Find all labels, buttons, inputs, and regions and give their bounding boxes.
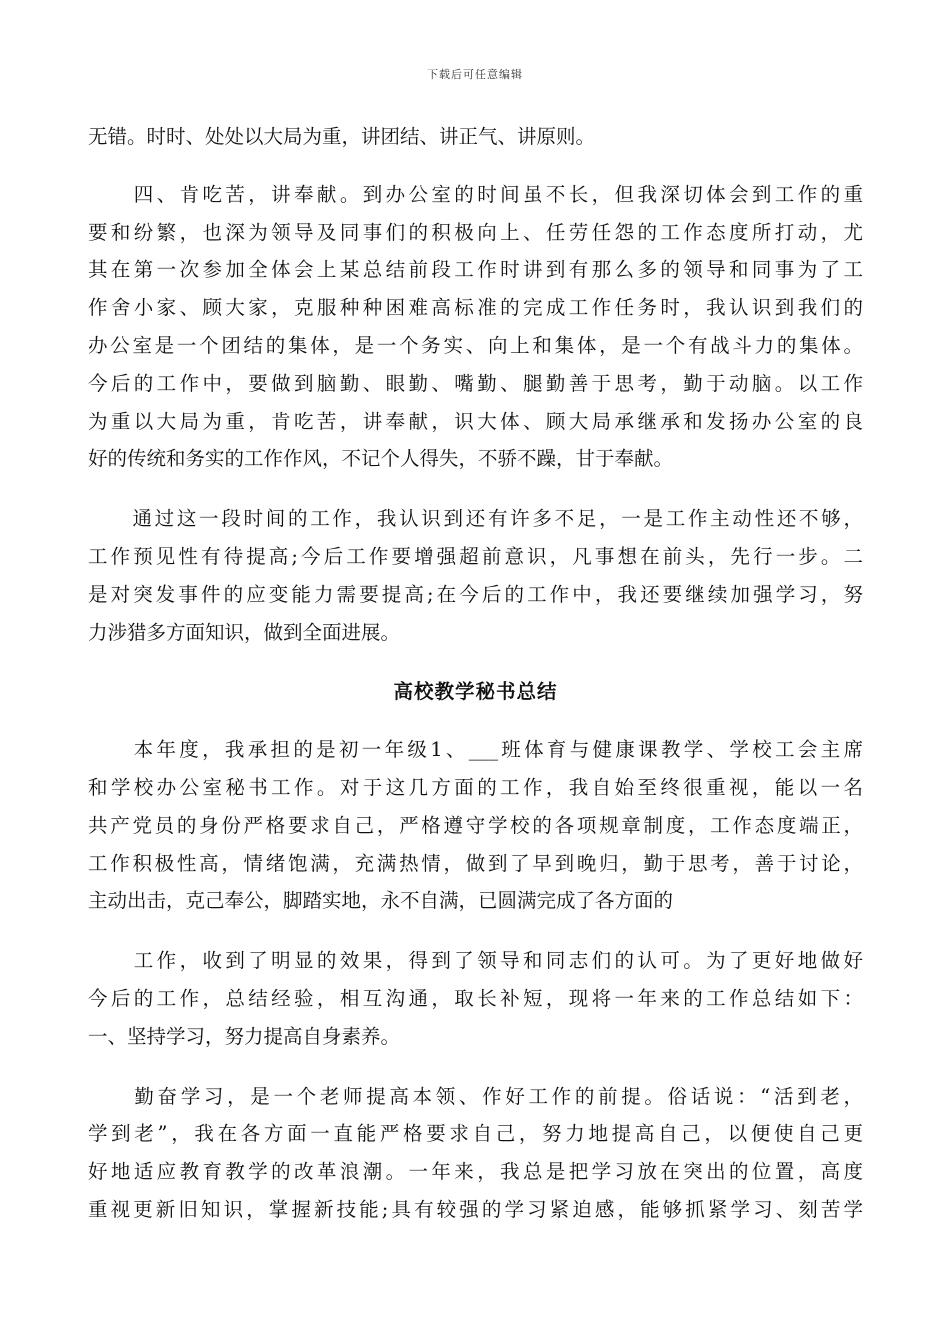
text-line: 和学校办公室秘书工作。对于这几方面的工作，我自始至终很重视，能以一名 xyxy=(88,775,863,799)
text-line: 勤奋学习，是一个老师提高本领、作好工作的前提。俗话说：“活到老， xyxy=(88,1084,863,1108)
text-line: 工作积极性高，情绪饱满，充满热情，做到了早到晚归，勤于思考，善于讨论， xyxy=(88,851,863,875)
text-line: 今后的工作，总结经验，相互沟通，取长补短，现将一年来的工作总结如下： xyxy=(88,986,863,1010)
text-line: 力涉猎多方面知识，做到全面进展。 xyxy=(88,620,401,644)
text-line: 无错。时时、处处以大局为重，讲团结、讲正气、讲原则。 xyxy=(88,125,596,148)
text-line: 本年度，我承担的是初一年级1、___班体育与健康课教学、学校工会主席 xyxy=(88,738,863,762)
text-line: 作舍小家、顾大家，克服种种困难高标准的完成工作任务时，我认识到我们的 xyxy=(88,296,863,320)
paragraph-study xyxy=(88,1078,863,1229)
text-line: 工作，收到了明显的效果，得到了领导和同志们的认可。为了更好地做好 xyxy=(88,949,863,973)
text-line: 一、坚持学习，努力提高自身素养。 xyxy=(88,1024,401,1048)
document-body xyxy=(88,118,863,1229)
text-line: 办公室是一个团结的集体，是一个务实、向上和集体，是一个有战斗力的集体。 xyxy=(88,333,863,357)
text-line: 今后的工作中，要做到脑勤、眼勤、嘴勤、腿勤善于思考，勤于动脑。以工作 xyxy=(88,371,863,395)
text-line: 其在第一次参加全体会上某总结前段工作时讲到有那么多的领导和同事为了工 xyxy=(88,258,863,282)
text-line: 通过这一段时间的工作，我认识到还有许多不足，一是工作主动性还不够， xyxy=(88,507,863,531)
section-title: 高校教学秘书总结 xyxy=(393,680,558,704)
paragraph-annual-summary xyxy=(88,731,863,920)
text-line: 要和纷繁，也深为领导及同事们的积极向上、任劳任怨的工作态度所打动，尤 xyxy=(88,220,863,244)
text-line: 好的传统和务实的工作作风，不记个人得失，不骄不躁，甘于奉献。 xyxy=(88,447,674,471)
text-line: 四、肯吃苦，讲奉献。到办公室的时间虽不长，但我深切体会到工作的重 xyxy=(88,182,863,206)
paragraph-work-results xyxy=(88,942,863,1055)
text-line: 重视更新旧知识，掌握新技能;具有较强的学习紧迫感，能够抓紧学习、刻苦学 xyxy=(88,1197,863,1221)
text-line: 为重以大局为重，肯吃苦，讲奉献，识大体、顾大局承继承和发扬办公室的良 xyxy=(88,409,863,433)
text-line: 是对突发事件的应变能力需要提高;在今后的工作中，我还要继续加强学习，努 xyxy=(88,582,863,606)
text-line: 主动出击，克己奉公，脚踏实地，永不自满，已圆满完成了各方面的 xyxy=(88,889,674,913)
text-line: 工作预见性有待提高;今后工作要增强超前意识，凡事想在前头，先行一步。二 xyxy=(88,544,863,568)
header-note: 下载后可任意编辑 xyxy=(427,68,523,81)
paragraph-dedication xyxy=(88,176,863,478)
text-line: 好地适应教育教学的改革浪潮。一年来，我总是把学习放在突出的位置，高度 xyxy=(88,1160,863,1184)
text-line: 共产党员的身份严格要求自己，严格遵守学校的各项规章制度，工作态度端正， xyxy=(88,813,863,837)
paragraph-shortcomings xyxy=(88,500,863,651)
text-line: 学到老”，我在各方面一直能严格要求自己，努力地提高自己，以便使自己更 xyxy=(88,1122,863,1146)
paragraph-continuation xyxy=(88,118,863,156)
